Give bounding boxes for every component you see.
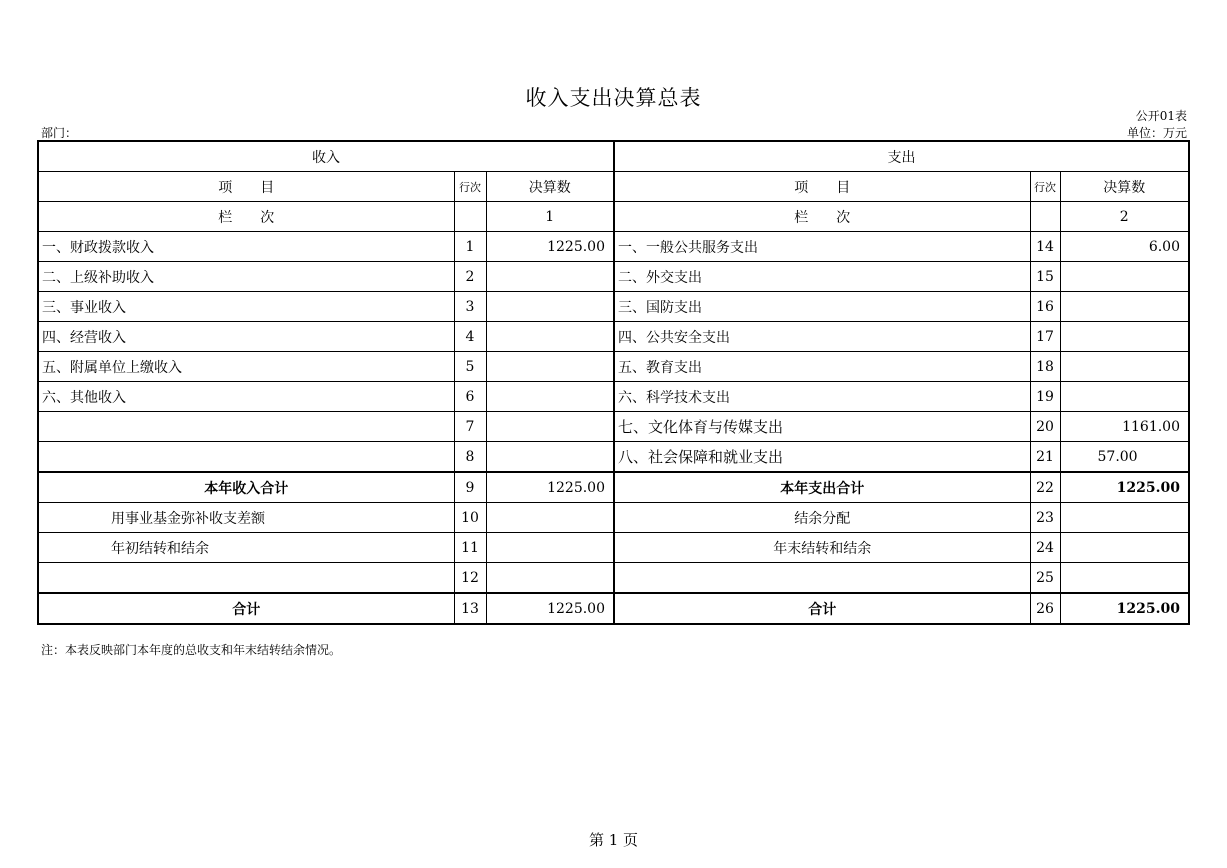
department-label: 部门： (41, 126, 78, 140)
income-column-label: 栏 次 (38, 202, 454, 232)
table-row (38, 563, 1189, 594)
income-row-no: 3 (454, 292, 486, 322)
income-row-no: 12 (454, 563, 486, 594)
expense-row-no: 19 (1030, 382, 1060, 412)
income-item: 用事业基金弥补收支差额 (38, 503, 454, 533)
income-item (38, 442, 454, 473)
expense-grand-total-amount: 1225.00 (1060, 593, 1189, 624)
table-row (38, 352, 1189, 382)
expense-amount: 57.00 (1060, 442, 1189, 473)
unit-label: 单位：万元 (1126, 126, 1187, 140)
expense-column-blank (1030, 202, 1060, 232)
table-row (38, 382, 1189, 412)
expense-amount (1060, 533, 1189, 563)
expense-item (614, 563, 1030, 594)
table-row (38, 292, 1189, 322)
year-total-row (38, 472, 1189, 503)
income-expense-table (37, 140, 1190, 625)
expense-item: 一、一般公共服务支出 (614, 232, 1030, 262)
expense-amount: 6.00 (1060, 232, 1189, 262)
income-amount (486, 563, 614, 594)
income-item: 五、附属单位上缴收入 (38, 352, 454, 382)
table-row (38, 442, 1189, 473)
income-column-number: 1 (486, 202, 614, 232)
expense-column-label: 栏 次 (614, 202, 1030, 232)
expense-row-no: 25 (1030, 563, 1060, 594)
expense-amount (1060, 292, 1189, 322)
income-grand-total-label: 合计 (38, 593, 454, 624)
income-item: 三、事业收入 (38, 292, 454, 322)
expense-grand-total-label: 合计 (614, 593, 1030, 624)
income-amount (486, 262, 614, 292)
expense-item: 二、外交支出 (614, 262, 1030, 292)
column-header-row (38, 172, 1189, 202)
income-year-total-label: 本年收入合计 (38, 472, 454, 503)
table-row (38, 232, 1189, 262)
expense-rowno-header: 行次 (1030, 172, 1060, 202)
section-header-row (38, 141, 1189, 172)
expense-item: 六、科学技术支出 (614, 382, 1030, 412)
income-amount-header: 决算数 (486, 172, 614, 202)
income-amount (486, 322, 614, 352)
income-row-no: 1 (454, 232, 486, 262)
expense-row-no: 14 (1030, 232, 1060, 262)
expense-column-number: 2 (1060, 202, 1189, 232)
expense-row-no: 15 (1030, 262, 1060, 292)
expense-item: 三、国防支出 (614, 292, 1030, 322)
expense-item: 七、文化体育与传媒支出 (614, 412, 1030, 442)
expense-row-no: 22 (1030, 472, 1060, 503)
expense-item-header: 项 目 (614, 172, 1030, 202)
income-item-header: 项 目 (38, 172, 454, 202)
income-amount: 1225.00 (486, 232, 614, 262)
expense-amount (1060, 563, 1189, 594)
table-row (38, 412, 1189, 442)
expense-year-total-amount: 1225.00 (1060, 472, 1189, 503)
income-item: 年初结转和结余 (38, 533, 454, 563)
expense-row-no: 26 (1030, 593, 1060, 624)
income-grand-total-amount: 1225.00 (486, 593, 614, 624)
expense-item: 四、公共安全支出 (614, 322, 1030, 352)
income-item: 二、上级补助收入 (38, 262, 454, 292)
income-header: 收入 (38, 141, 614, 172)
income-item (38, 412, 454, 442)
table-row (38, 262, 1189, 292)
income-row-no: 13 (454, 593, 486, 624)
expense-amount (1060, 322, 1189, 352)
expense-row-no: 18 (1030, 352, 1060, 382)
expense-header: 支出 (614, 141, 1189, 172)
income-row-no: 9 (454, 472, 486, 503)
expense-amount-header: 决算数 (1060, 172, 1189, 202)
income-row-no: 7 (454, 412, 486, 442)
expense-item: 五、教育支出 (614, 352, 1030, 382)
table-note: 注：本表反映部门本年度的总收支和年末结转结余情况。 (41, 643, 342, 657)
income-amount (486, 533, 614, 563)
expense-amount (1060, 503, 1189, 533)
income-row-no: 11 (454, 533, 486, 563)
income-amount (486, 442, 614, 473)
table-row (38, 533, 1189, 563)
income-row-no: 5 (454, 352, 486, 382)
table-row (38, 503, 1189, 533)
income-row-no: 10 (454, 503, 486, 533)
expense-item: 结余分配 (614, 503, 1030, 533)
income-year-total-amount: 1225.00 (486, 472, 614, 503)
income-amount (486, 503, 614, 533)
expense-row-no: 16 (1030, 292, 1060, 322)
expense-item: 年末结转和结余 (614, 533, 1030, 563)
page-number: 第 1 页 (588, 831, 639, 849)
expense-amount (1060, 352, 1189, 382)
expense-item: 八、社会保障和就业支出 (614, 442, 1030, 473)
grand-total-row (38, 593, 1189, 624)
column-index-row (38, 202, 1189, 232)
expense-row-no: 17 (1030, 322, 1060, 352)
expense-amount: 1161.00 (1060, 412, 1189, 442)
income-column-blank (454, 202, 486, 232)
income-amount (486, 352, 614, 382)
income-row-no: 4 (454, 322, 486, 352)
expense-amount (1060, 262, 1189, 292)
report-title: 收入支出决算总表 (525, 86, 702, 110)
expense-year-total-label: 本年支出合计 (614, 472, 1030, 503)
income-row-no: 8 (454, 442, 486, 473)
income-item: 六、其他收入 (38, 382, 454, 412)
income-amount (486, 412, 614, 442)
expense-row-no: 24 (1030, 533, 1060, 563)
income-amount (486, 292, 614, 322)
income-rowno-header: 行次 (454, 172, 486, 202)
expense-row-no: 23 (1030, 503, 1060, 533)
income-item: 四、经营收入 (38, 322, 454, 352)
expense-row-no: 20 (1030, 412, 1060, 442)
income-amount (486, 382, 614, 412)
income-row-no: 6 (454, 382, 486, 412)
income-row-no: 2 (454, 262, 486, 292)
expense-amount (1060, 382, 1189, 412)
form-number: 公开01表 (1135, 109, 1187, 123)
expense-row-no: 21 (1030, 442, 1060, 473)
income-item: 一、财政拨款收入 (38, 232, 454, 262)
table-row (38, 322, 1189, 352)
income-item (38, 563, 454, 594)
